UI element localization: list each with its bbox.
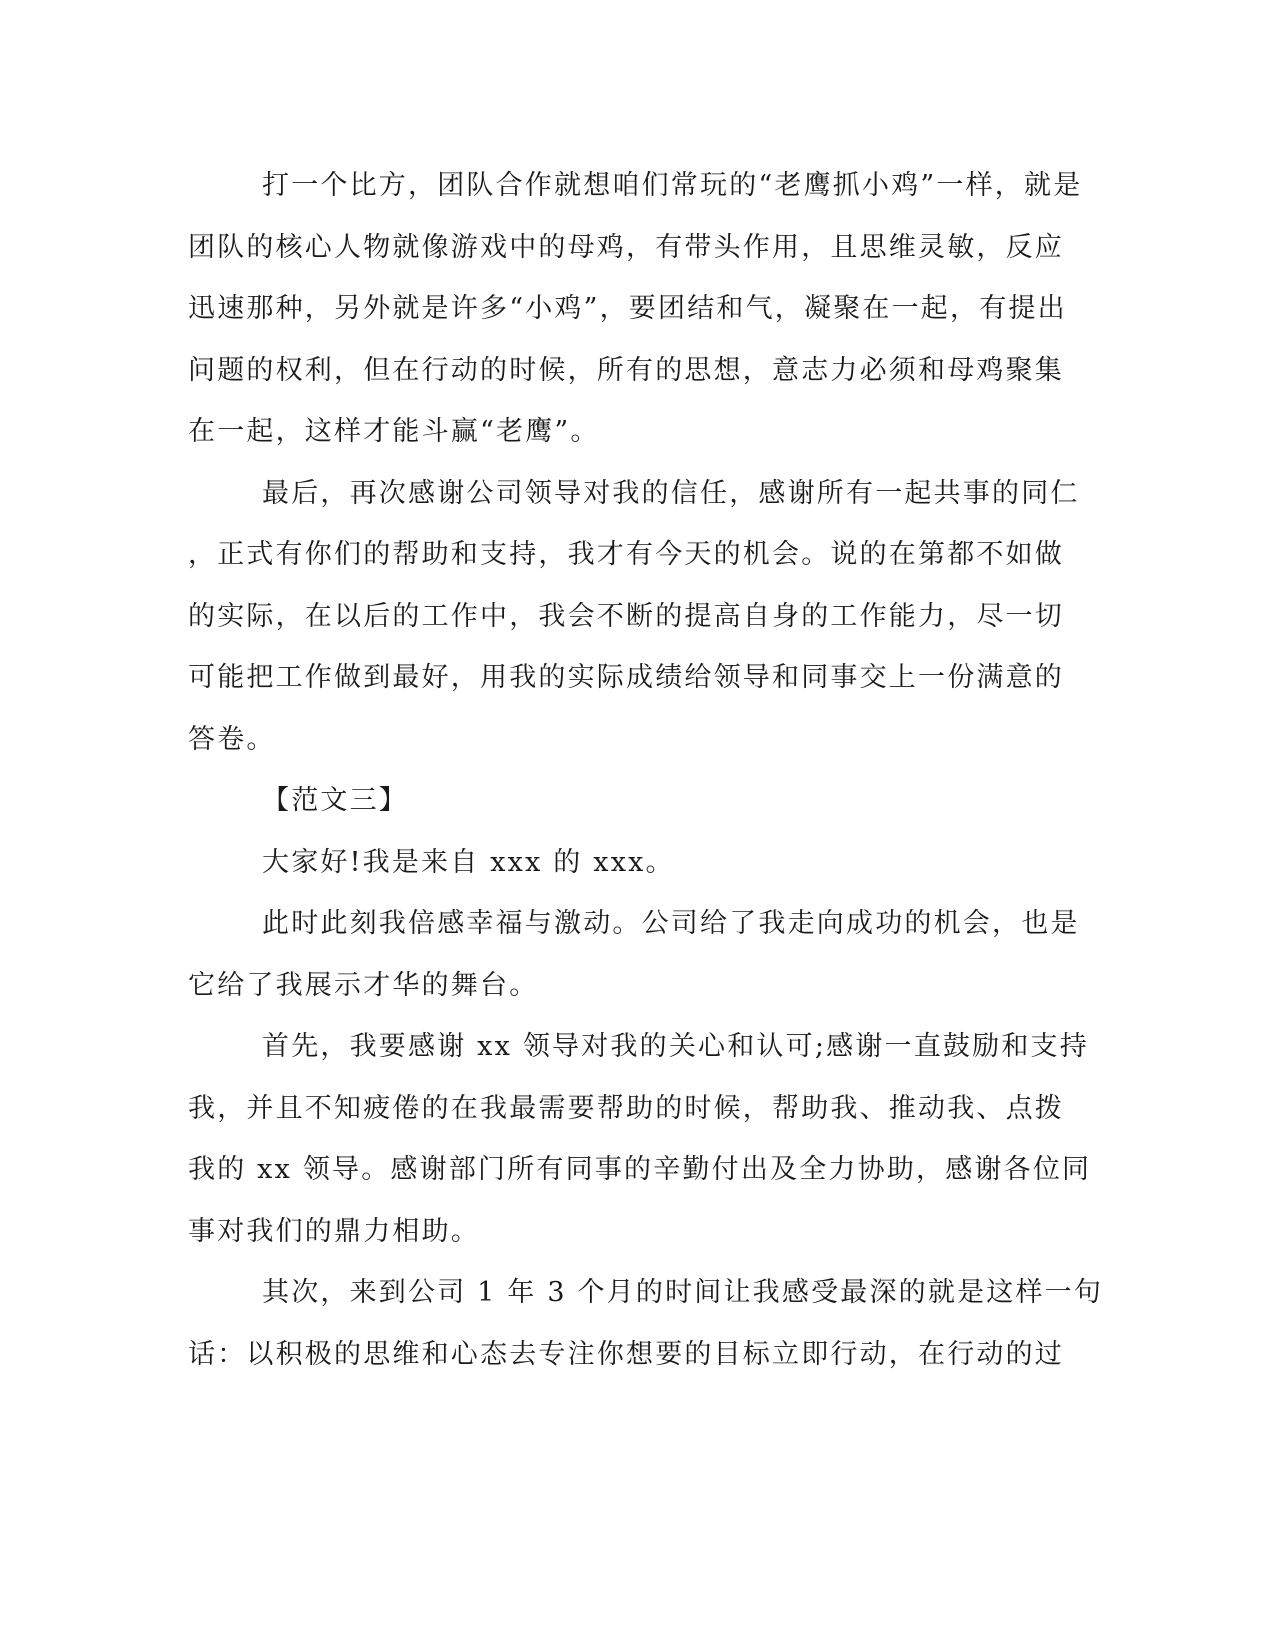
text-line: 我，并且不知疲倦的在我最需要帮助的时候，帮助我、推动我、点拨 — [188, 1092, 1064, 1124]
text-line: 问题的权利，但在行动的时候，所有的思想，意志力必须和母鸡聚集 — [188, 354, 1064, 386]
text-line: 我的 xx 领导。感谢部门所有同事的辛勤付出及全力协助，感谢各位同 — [188, 1154, 1092, 1185]
text-line: 迅速那种，另外就是许多“小鸡”，要团结和气，凝聚在一起，有提出 — [188, 293, 1067, 324]
text-line: 话：以积极的思维和心态去专注你想要的目标立即行动，在行动的过 — [188, 1338, 1064, 1370]
text-line: 的实际，在以后的工作中，我会不断的提高自身的工作能力，尽一切 — [188, 600, 1064, 632]
text-line: 其次，来到公司 1 年 3 个月的时间让我感受最深的就是这样一句 — [262, 1277, 1104, 1308]
section-heading: 【范文三】 — [262, 785, 408, 816]
text-line: 它给了我展示才华的舞台。 — [188, 969, 539, 1001]
text-line: 在一起，这样才能斗赢“老鹰”。 — [188, 416, 600, 447]
text-line: 事对我们的鼎力相助。 — [188, 1215, 480, 1247]
text-line: 最后，再次感谢公司领导对我的信任，感谢所有一起共事的同仁 — [262, 477, 1080, 509]
document-body — [188, 155, 1104, 1385]
text-line: 首先，我要感谢 xx 领导对我的关心和认可;感谢一直鼓励和支持 — [262, 1031, 1089, 1062]
text-line: 答卷。 — [188, 723, 276, 755]
text-line: 大家好!我是来自 xxx 的 xxx。 — [262, 846, 675, 878]
text-line: ，正式有你们的帮助和支持，我才有今天的机会。说的在第都不如做 — [188, 539, 1064, 570]
text-line: 可能把工作做到最好，用我的实际成绩给领导和同事交上一份满意的 — [188, 662, 1064, 693]
text-line: 团队的核心人物就像游戏中的母鸡，有带头作用，且思维灵敏，反应 — [188, 231, 1064, 263]
text-line: 此时此刻我倍感幸福与激动。公司给了我走向成功的机会，也是 — [262, 908, 1080, 939]
text-line: 打一个比方，团队合作就想咱们常玩的“老鹰抓小鸡”一样，就是 — [262, 170, 1083, 201]
